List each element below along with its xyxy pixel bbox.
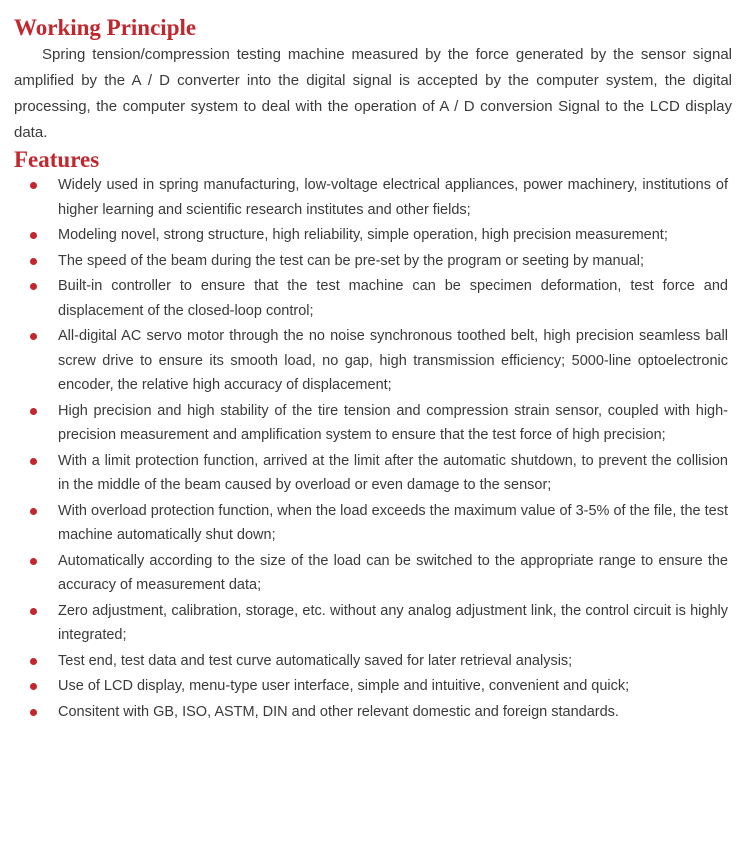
list-item-text: All-digital AC servo motor through the no noise synchronous toothed belt, high precision seamless ball screw drive to ensure its smooth load, no gap, high transmission efficiency; 5000-line optoelectronic encoder, the relative high accuracy of displacement; xyxy=(58,328,728,394)
bullet-icon xyxy=(30,232,37,239)
bullet-icon xyxy=(30,408,37,415)
bullet-icon xyxy=(30,558,37,565)
working-principle-paragraph: Spring tension/compression testing machine measured by the force generated by the sensor signal amplified by the A / D converter into the digital signal is accepted by the computer system, the digital processing, the computer system to deal with the operation of A / D conversion Signal to the LCD display data. xyxy=(14,45,732,141)
list-item xyxy=(14,700,738,725)
list-item-text: With overload protection function, when the load exceeds the maximum value of 3-5% of the file, the test machine automatically shut down; xyxy=(58,502,728,544)
bullet-icon xyxy=(30,508,37,515)
bullet-icon xyxy=(30,333,37,340)
list-item xyxy=(14,499,738,548)
list-item xyxy=(14,173,738,222)
list-item xyxy=(14,324,738,398)
list-item-text: Test end, test data and test curve automatically saved for later retrieval analysis; xyxy=(58,652,573,669)
list-item-text: The speed of the beam during the test can be pre-set by the program or seeting by manual; xyxy=(58,252,644,269)
bullet-icon xyxy=(30,608,37,615)
list-item-text: Widely used in spring manufacturing, low-voltage electrical appliances, power machinery, institutions of higher learning and scientific research institutes and other fields; xyxy=(58,177,728,218)
features-heading: Features xyxy=(14,146,100,172)
bullet-icon xyxy=(30,258,37,265)
list-item xyxy=(14,649,738,674)
list-item xyxy=(14,599,738,648)
list-item xyxy=(14,249,738,274)
bullet-icon xyxy=(30,283,37,290)
bullet-icon xyxy=(30,182,37,189)
list-item-text: Consitent with GB, ISO, ASTM, DIN and other relevant domestic and foreign standards. xyxy=(58,703,619,720)
list-item xyxy=(14,223,738,248)
list-item-text: Automatically according to the size of the load can be switched to the appropriate range to ensure the accuracy of measurement data; xyxy=(58,552,728,594)
list-item xyxy=(14,449,738,498)
bullet-icon xyxy=(30,683,37,690)
list-item-text: With a limit protection function, arrived at the limit after the automatic shutdown, to prevent the collision in the middle of the beam caused by overload or even damage to the sensor; xyxy=(58,452,728,494)
list-item-text: Zero adjustment, calibration, storage, etc. without any analog adjustment link, the control circuit is highly integrated; xyxy=(58,602,728,644)
list-item xyxy=(14,549,738,598)
working-principle-heading: Working Principle xyxy=(14,15,197,40)
list-item xyxy=(14,399,738,448)
bullet-icon xyxy=(30,458,37,465)
bullet-icon xyxy=(30,709,37,716)
list-item-text: High precision and high stability of the tire tension and compression strain sensor, coupled with high-precision measurement and amplification system to ensure that the test force of high precision; xyxy=(58,402,728,444)
list-item-text: Modeling novel, strong structure, high reliability, simple operation, high precision measurement; xyxy=(58,227,668,244)
list-item-text: Use of LCD display, menu-type user interface, simple and intuitive, convenient and quick; xyxy=(58,678,630,695)
features-list xyxy=(14,173,738,724)
list-item xyxy=(14,674,738,699)
bullet-icon xyxy=(30,658,37,665)
list-item-text: Built-in controller to ensure that the test machine can be specimen deformation, test force and displacement of the closed-loop control; xyxy=(58,278,728,319)
list-item xyxy=(14,274,738,323)
